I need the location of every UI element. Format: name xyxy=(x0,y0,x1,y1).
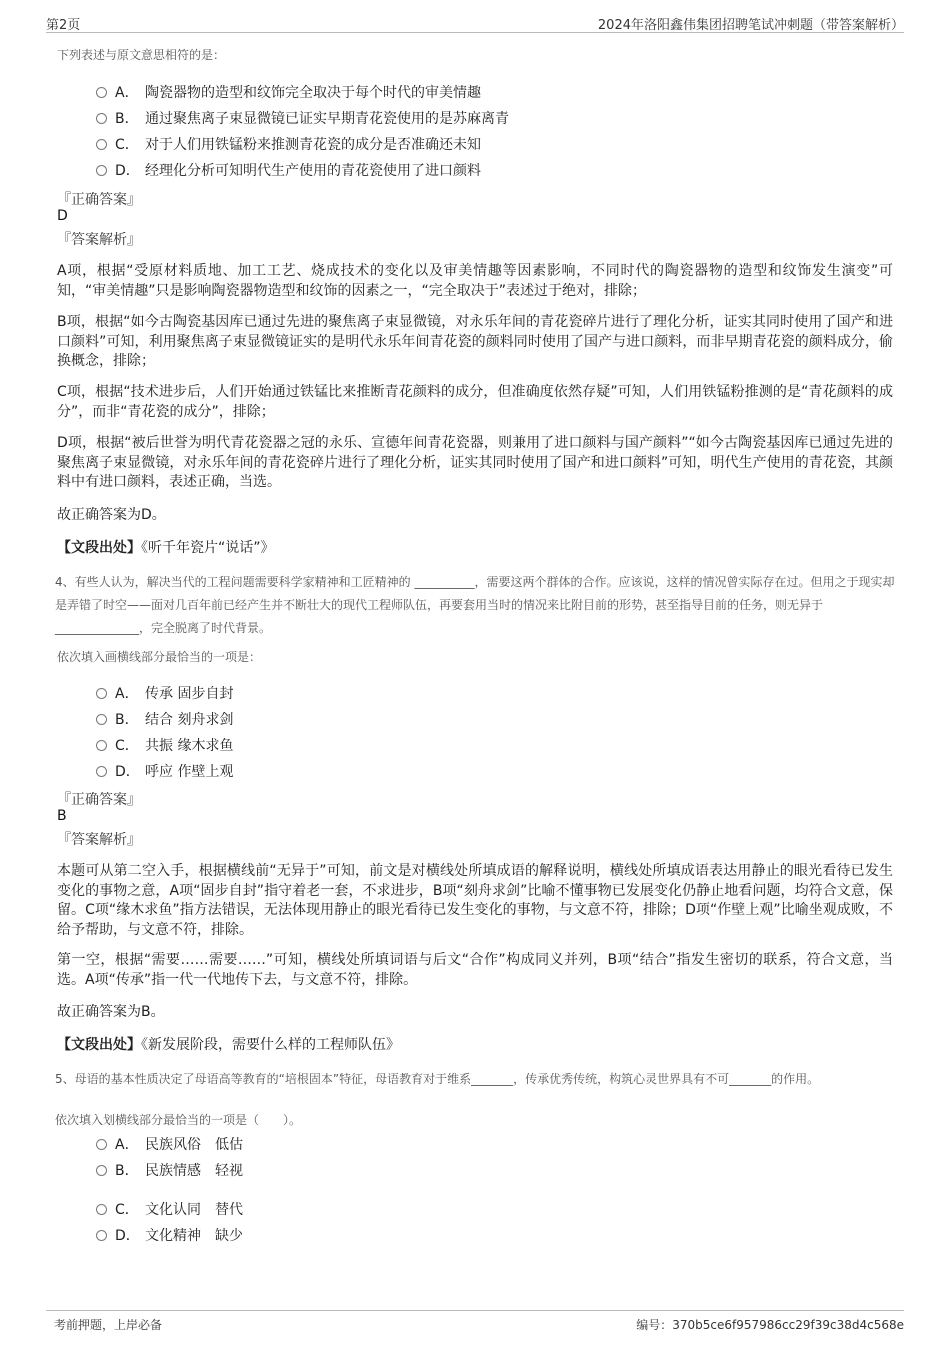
q3-option-b[interactable]: B． 通过聚焦离子束显微镜已证实早期青花瓷使用的是苏麻离青 xyxy=(96,108,509,128)
page-number: 第2页 xyxy=(46,18,81,33)
q3-analysis-d: D项，根据“被后世誉为明代青花瓷器之冠的永乐、宣德年间青花瓷器，则兼用了进口颜料与国产颜料”“如今古陶瓷基因库已通过先进的聚焦离子束显微镜，对永乐年间的青花瓷碎片进行了理化分析，证实其同时使用了国产和进口颜料”可知，明代生产使用的青花瓷，其颜料中有进口颜料，表述正确，当选。 xyxy=(57,435,893,490)
q4-option-a[interactable]: A． 传承 固步自封 xyxy=(96,683,233,703)
q3-option-c[interactable]: C． 对于人们用铁锰粉来推测青花瓷的成分是否准确还未知 xyxy=(96,134,481,154)
radio-icon[interactable] xyxy=(96,714,107,725)
q3-conclusion: 故正确答案为D。 xyxy=(57,507,166,523)
radio-icon[interactable] xyxy=(96,165,107,176)
q4-text: 4、有些人认为，解决当代的工程问题需要科学家精神和工匠精神的 __________，需要这两个群体的合作。应该说，这样的情况曾实际存在过。但用之于现实却是弄错了时空——面对几百年前已经产生并不断壮大的现代工程师队伍，再要套用当时的情况来比附目前的形势，甚至指导目前的任务，则无异于 ______________，完全脱离了时代背景。 xyxy=(55,575,895,635)
radio-icon[interactable] xyxy=(96,1230,107,1241)
q5-option-a[interactable]: A． 民族风俗 低估 xyxy=(96,1134,243,1154)
q4-analysis-label: 『答案解析』 xyxy=(57,832,141,848)
q3-answer-label: 『正确答案』 xyxy=(57,192,141,208)
q4-option-b[interactable]: B． 结合 刻舟求剑 xyxy=(96,709,233,729)
q4-conclusion: 故正确答案为B。 xyxy=(57,1004,165,1020)
q3-option-d[interactable]: D． 经理化分析可知明代生产使用的青花瓷使用了进口颜料 xyxy=(96,160,481,180)
radio-icon[interactable] xyxy=(96,1165,107,1176)
q4-answer: B xyxy=(57,808,67,824)
q5-text: 5、母语的基本性质决定了母语高等教育的“培根固本”特征，母语教育对于维系_______，传承优秀传统，构筑心灵世界具有不可_______的作用。 xyxy=(55,1072,820,1086)
radio-icon[interactable] xyxy=(96,1139,107,1150)
q3-analysis-label: 『答案解析』 xyxy=(57,232,141,248)
q3-source: 【文段出处】《听千年瓷片“说话”》 xyxy=(57,540,275,556)
radio-icon[interactable] xyxy=(96,113,107,124)
radio-icon[interactable] xyxy=(96,87,107,98)
q3-analysis-c: C项，根据“技术进步后，人们开始通过铁锰比来推断青花颜料的成分，但准确度依然存疑”可知，人们用铁锰粉推测的是“青花颜料的成分”，而非“青花瓷的成分”，排除； xyxy=(57,384,893,420)
q4-option-c[interactable]: C． 共振 缘木求鱼 xyxy=(96,735,233,755)
q3-answer: D xyxy=(57,208,68,224)
q4-answer-label: 『正确答案』 xyxy=(57,792,141,808)
radio-icon[interactable] xyxy=(96,740,107,751)
q4-source: 【文段出处】《新发展阶段，需要什么样的工程师队伍》 xyxy=(57,1037,400,1053)
q4-analysis-1: 本题可从第二空入手，根据横线前“无异于”可知，前文是对横线处所填成语的解释说明，横线处所填成语表达用静止的眼光看待已发生变化的事物之意，A项“固步自封”指守着老一套，不求进步，B项“刻舟求剑”比喻不懂事物已发展变化仍静止地看问题，均符合文意，保留。C项“缘木求鱼”指方法错误，无法体现用静止的眼光看待已发生变化的事物，与文意不符，排除；D项“作壁上观”比喻坐观成败，不给予帮助，与文意不符，排除。 xyxy=(57,863,893,938)
q5-option-d[interactable]: D． 文化精神 缺少 xyxy=(96,1225,243,1245)
q5-option-b[interactable]: B． 民族情感 轻视 xyxy=(96,1160,243,1180)
q5-prompt: 依次填入划横线部分最恰当的一项是（ ）。 xyxy=(55,1113,302,1127)
radio-icon[interactable] xyxy=(96,139,107,150)
q3-analysis-b: B项，根据“如今古陶瓷基因库已通过先进的聚焦离子束显微镜，对永乐年间的青花瓷碎片进行了理化分析，证实其同时使用了国产和进口颜料”可知，利用聚焦离子束显微镜证实的是明代永乐年间青花瓷的颜料同时使用了国产与进口颜料，而非早期青花瓷的颜料成分，偷换概念，排除； xyxy=(57,314,893,369)
radio-icon[interactable] xyxy=(96,1204,107,1215)
document-id: 编号：370b5ce6f957986cc29f39c38d4c568e xyxy=(636,1318,904,1332)
radio-icon[interactable] xyxy=(96,766,107,777)
radio-icon[interactable] xyxy=(96,688,107,699)
q4-option-d[interactable]: D． 呼应 作壁上观 xyxy=(96,761,233,781)
document-title: 2024年洛阳鑫伟集团招聘笔试冲刺题（带答案解析） xyxy=(597,18,904,33)
q3-analysis-a: A项，根据“受原材料质地、加工工艺、烧成技术的变化以及审美情趣等因素影响，不同时代的陶瓷器物的造型和纹饰发生演变”可知，“审美情趣”只是影响陶瓷器物造型和纹饰的因素之一，“完全取决于”表述过于绝对，排除； xyxy=(57,263,893,299)
page-header xyxy=(46,12,904,33)
q3-prompt: 下列表述与原文意思相符的是： xyxy=(57,48,226,62)
q4-prompt: 依次填入画横线部分最恰当的一项是： xyxy=(57,650,262,664)
q4-analysis-2: 第一空，根据“需要……需要……”可知，横线处所填词语与后文“合作”构成同义并列，B项“结合”指发生密切的联系，符合文意，当选。A项“传承”指一代一代地传下去，与文意不符，排除。 xyxy=(57,952,893,988)
page-footer xyxy=(46,1310,904,1335)
footer-slogan: 考前押题，上岸必备 xyxy=(54,1318,163,1332)
q5-option-c[interactable]: C． 文化认同 替代 xyxy=(96,1199,243,1219)
q3-option-a[interactable]: A． 陶瓷器物的造型和纹饰完全取决于每个时代的审美情趣 xyxy=(96,82,481,102)
